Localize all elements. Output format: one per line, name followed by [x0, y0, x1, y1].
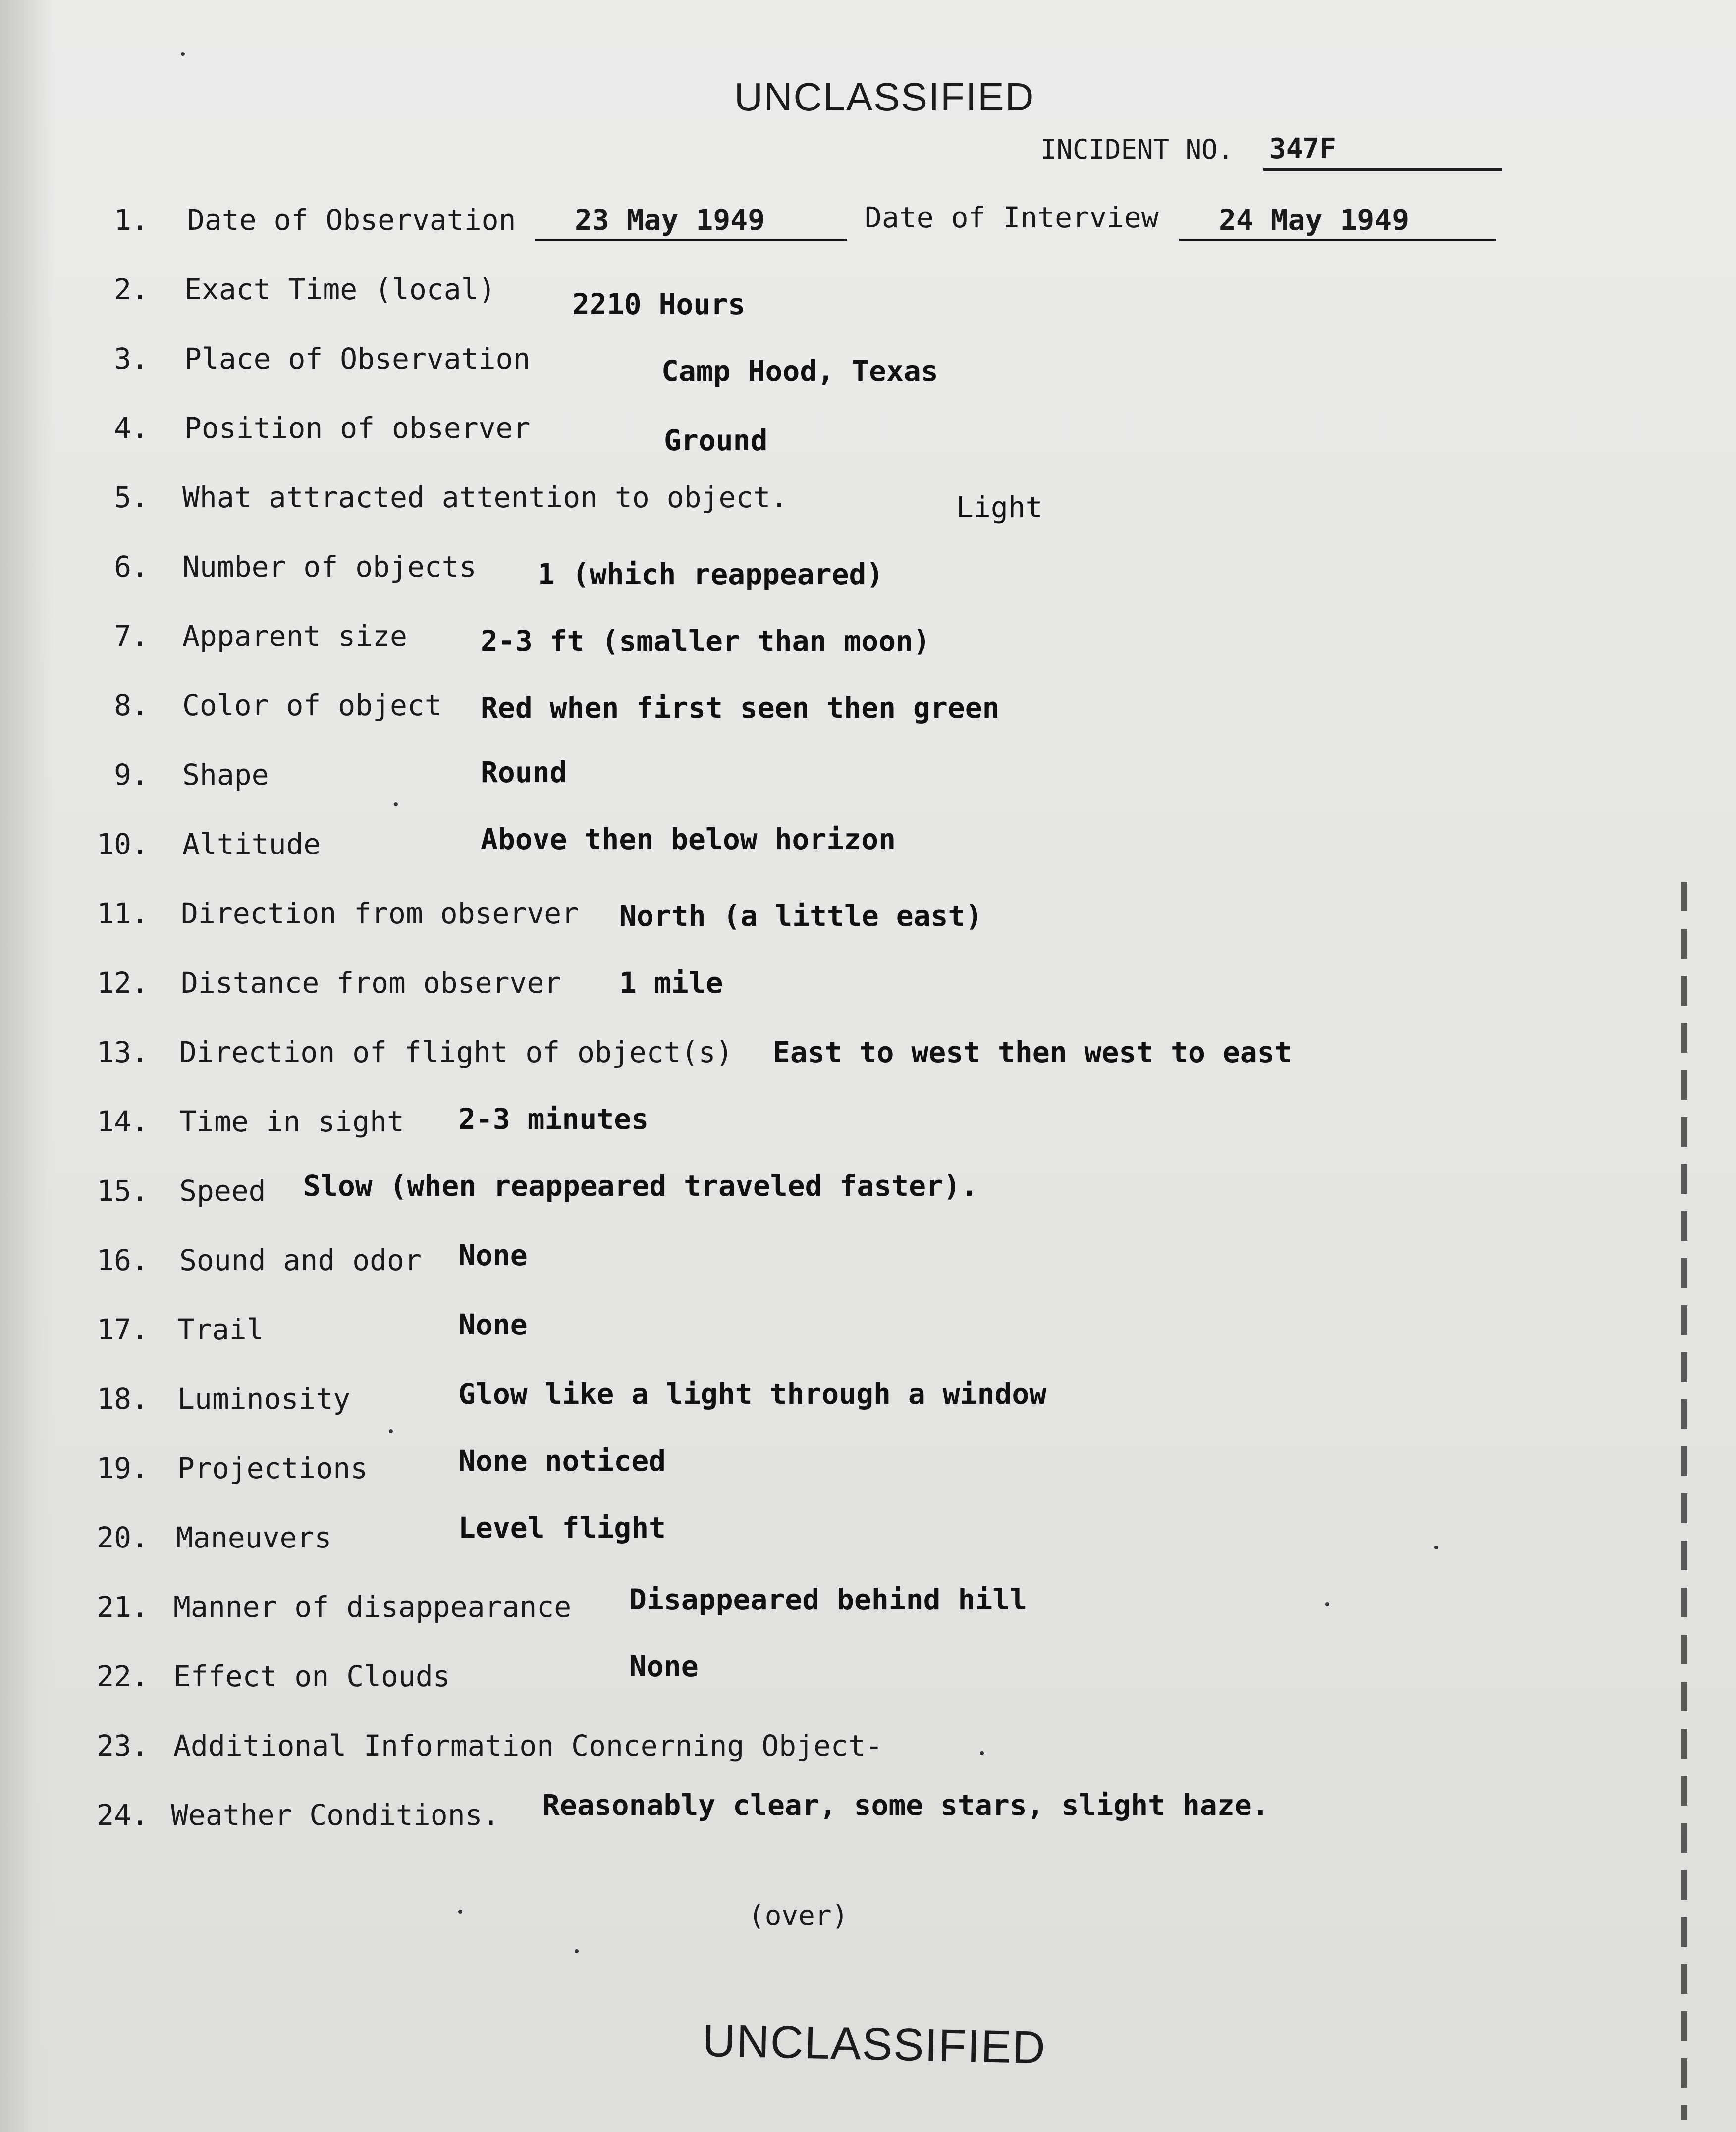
- item-number: 10.: [97, 827, 149, 861]
- item-value: Light: [956, 490, 1043, 524]
- item-number: 1.: [114, 203, 149, 237]
- item-number: 24.: [97, 1798, 149, 1832]
- item-number: 12.: [97, 966, 149, 1000]
- scan-speck: [394, 802, 398, 806]
- item-label: Effect on Clouds: [173, 1659, 450, 1693]
- item-value: Glow like a light through a window: [458, 1377, 1047, 1411]
- item-value: Round: [481, 755, 567, 789]
- label-date-of-observation: Date of Observation: [187, 203, 516, 237]
- item-number: 7.: [114, 619, 149, 653]
- item-number: 20.: [97, 1521, 149, 1554]
- item-value: 1 (which reappeared): [538, 557, 884, 591]
- item-label: Apparent size: [182, 619, 407, 653]
- item-value: None: [458, 1238, 528, 1272]
- item-value: None: [458, 1308, 528, 1341]
- item-number: 18.: [97, 1382, 149, 1416]
- item-value: Level flight: [458, 1511, 666, 1545]
- item-value: Disappeared behind hill: [629, 1583, 1028, 1616]
- over-note: (over): [748, 1900, 849, 1932]
- scan-speck: [1434, 1546, 1438, 1549]
- item-number: 13.: [97, 1035, 149, 1069]
- item-value: Ground: [664, 424, 768, 457]
- item-value: North (a little east): [619, 899, 983, 933]
- scan-speck: [181, 52, 185, 56]
- item-number: 23.: [97, 1729, 149, 1762]
- item-value: Above then below horizon: [481, 822, 896, 856]
- item-label: Time in sight: [179, 1105, 404, 1138]
- scan-speck: [458, 1910, 462, 1914]
- item-number: 2.: [114, 272, 149, 306]
- item-number: 11.: [97, 897, 149, 930]
- item-label: Exact Time (local): [184, 272, 496, 306]
- date-of-interview-value: 24 May 1949: [1219, 203, 1410, 237]
- item-label: Sound and odor: [179, 1243, 422, 1277]
- item-value: None noticed: [458, 1444, 666, 1478]
- item-value: East to west then west to east: [773, 1035, 1292, 1069]
- item-number: 15.: [97, 1174, 149, 1208]
- item-number: 22.: [97, 1659, 149, 1693]
- incident-label: INCIDENT NO.: [1040, 134, 1234, 165]
- item-number: 5.: [114, 480, 149, 514]
- item-label: Position of observer: [184, 411, 531, 445]
- item-value: 2-3 minutes: [458, 1102, 649, 1136]
- item-number: 9.: [114, 758, 149, 792]
- item-label: Number of objects: [182, 550, 477, 584]
- item-label: Additional Information Concerning Object-: [173, 1729, 883, 1762]
- date-of-observation-value: 23 May 1949: [575, 203, 765, 237]
- item-value: 1 mile: [619, 966, 723, 1000]
- scan-edge-marks: [1681, 882, 1687, 2120]
- classification-footer: UNCLASSIFIED: [702, 2015, 1047, 2074]
- item-label: Maneuvers: [176, 1521, 332, 1554]
- scan-speck: [389, 1429, 393, 1433]
- scan-edge-shadow: [0, 0, 54, 2132]
- item-label: Shape: [182, 758, 269, 792]
- item-label: What attracted attention to object.: [182, 480, 788, 514]
- item-value: 2210 Hours: [572, 287, 746, 321]
- item-number: 16.: [97, 1243, 149, 1277]
- item-label: Direction of flight of object(s): [179, 1035, 733, 1069]
- item-label: Weather Conditions.: [171, 1798, 500, 1832]
- item-value: Camp Hood, Texas: [661, 354, 938, 388]
- item-value: Reasonably clear, some stars, slight haze.: [542, 1788, 1269, 1822]
- item-number: 6.: [114, 550, 149, 584]
- item-label: Projections: [177, 1451, 368, 1485]
- item-label: Distance from observer: [181, 966, 562, 1000]
- classification-header: UNCLASSIFIED: [734, 75, 1035, 119]
- incident-number-text: 347F: [1269, 133, 1336, 165]
- item-number: 17.: [97, 1313, 149, 1346]
- item-number: 14.: [97, 1105, 149, 1138]
- item-number: 8.: [114, 689, 149, 722]
- item-label: Manner of disappearance: [173, 1590, 572, 1624]
- item-label: Luminosity: [177, 1382, 351, 1416]
- item-number: 19.: [97, 1451, 149, 1485]
- item-value: None: [629, 1650, 699, 1683]
- item-value: Slow (when reappeared traveled faster).: [303, 1169, 978, 1203]
- item-number: 21.: [97, 1590, 149, 1624]
- item-number: 4.: [114, 411, 149, 445]
- item-value: 2-3 ft (smaller than moon): [481, 624, 930, 658]
- item-label: Direction from observer: [181, 897, 579, 930]
- date-of-observation-field: [535, 203, 847, 241]
- date-of-interview-field: [1179, 203, 1496, 241]
- item-label: Color of object: [182, 689, 442, 722]
- item-value: Red when first seen then green: [481, 691, 1000, 725]
- item-label: Speed: [179, 1174, 266, 1208]
- incident-number: [1263, 133, 1502, 171]
- scan-speck: [575, 1949, 579, 1953]
- item-label: Place of Observation: [184, 342, 531, 375]
- item-label: Altitude: [182, 827, 321, 861]
- item-label: Trail: [177, 1313, 264, 1346]
- scan-speck: [1325, 1602, 1329, 1606]
- item-number: 3.: [114, 342, 149, 375]
- label-date-of-interview: Date of Interview: [865, 201, 1159, 234]
- scan-speck: [980, 1751, 984, 1755]
